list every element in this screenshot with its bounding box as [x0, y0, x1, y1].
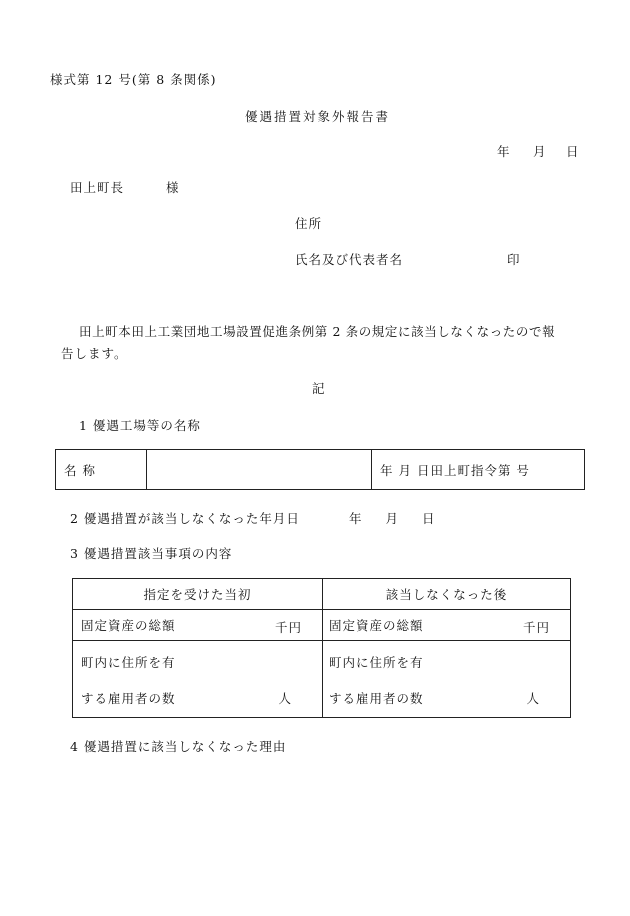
- fixed-assets-label: 固定資産の総額: [329, 618, 424, 633]
- seal-mark: 印: [507, 252, 521, 267]
- column-header-after: 該当しなくなった後: [323, 579, 571, 610]
- note-mark: 記: [312, 381, 326, 396]
- name-label: 氏名及び代表者名: [295, 252, 404, 267]
- body-text-line-2: 告します。: [61, 346, 128, 361]
- employees-label-line-2: する雇用者の数: [329, 691, 424, 706]
- address-label: 住所: [295, 216, 323, 231]
- date-day: 日: [566, 144, 580, 159]
- employees-unit: 人: [526, 691, 540, 706]
- employees-after: [323, 641, 571, 718]
- addressee: 田上町長: [70, 180, 125, 195]
- employees-before: [73, 641, 323, 718]
- item4-heading: 4 優遇措置に該当しなくなった理由: [70, 739, 287, 754]
- form-number: 様式第 12 号(第 8 条関係): [50, 72, 217, 87]
- fixed-assets-unit: 千円: [274, 620, 302, 635]
- column-header-before: 指定を受けた当初: [73, 579, 323, 610]
- facility-name-value: [147, 450, 372, 490]
- fixed-assets-after: [323, 610, 571, 641]
- employees-unit: 人: [278, 691, 292, 706]
- fixed-assets-unit: 千円: [522, 620, 550, 635]
- status-comparison-table: [72, 578, 571, 718]
- item3-heading: 3 優遇措置該当事項の内容: [70, 546, 233, 561]
- employees-label-line-2: する雇用者の数: [81, 691, 176, 706]
- date-month: 月: [533, 144, 547, 159]
- item2-heading: 2 優遇措置が該当しなくなった年月日: [70, 511, 300, 526]
- item1-heading: 1 優遇工場等の名称: [79, 418, 201, 433]
- date-year: 年: [497, 144, 511, 159]
- designation-cell: 年 月 日田上町指令第 号: [372, 450, 585, 490]
- fixed-assets-before: [73, 610, 323, 641]
- facility-name-label: 名 称: [56, 450, 147, 490]
- page-title: 優遇措置対象外報告書: [245, 109, 391, 124]
- employees-label-line-1: 町内に住所を有: [329, 655, 424, 670]
- addressee-honorific: 様: [166, 180, 180, 195]
- fixed-assets-label: 固定資産の総額: [81, 618, 176, 633]
- item2-date: 年 月 日: [349, 511, 436, 526]
- body-text-line-1: 田上町本田上工業団地工場設置促進条例第 2 条の規定に該当しなくなったので報: [79, 324, 556, 339]
- employees-label-line-1: 町内に住所を有: [81, 655, 176, 670]
- facility-name-table: [55, 449, 585, 490]
